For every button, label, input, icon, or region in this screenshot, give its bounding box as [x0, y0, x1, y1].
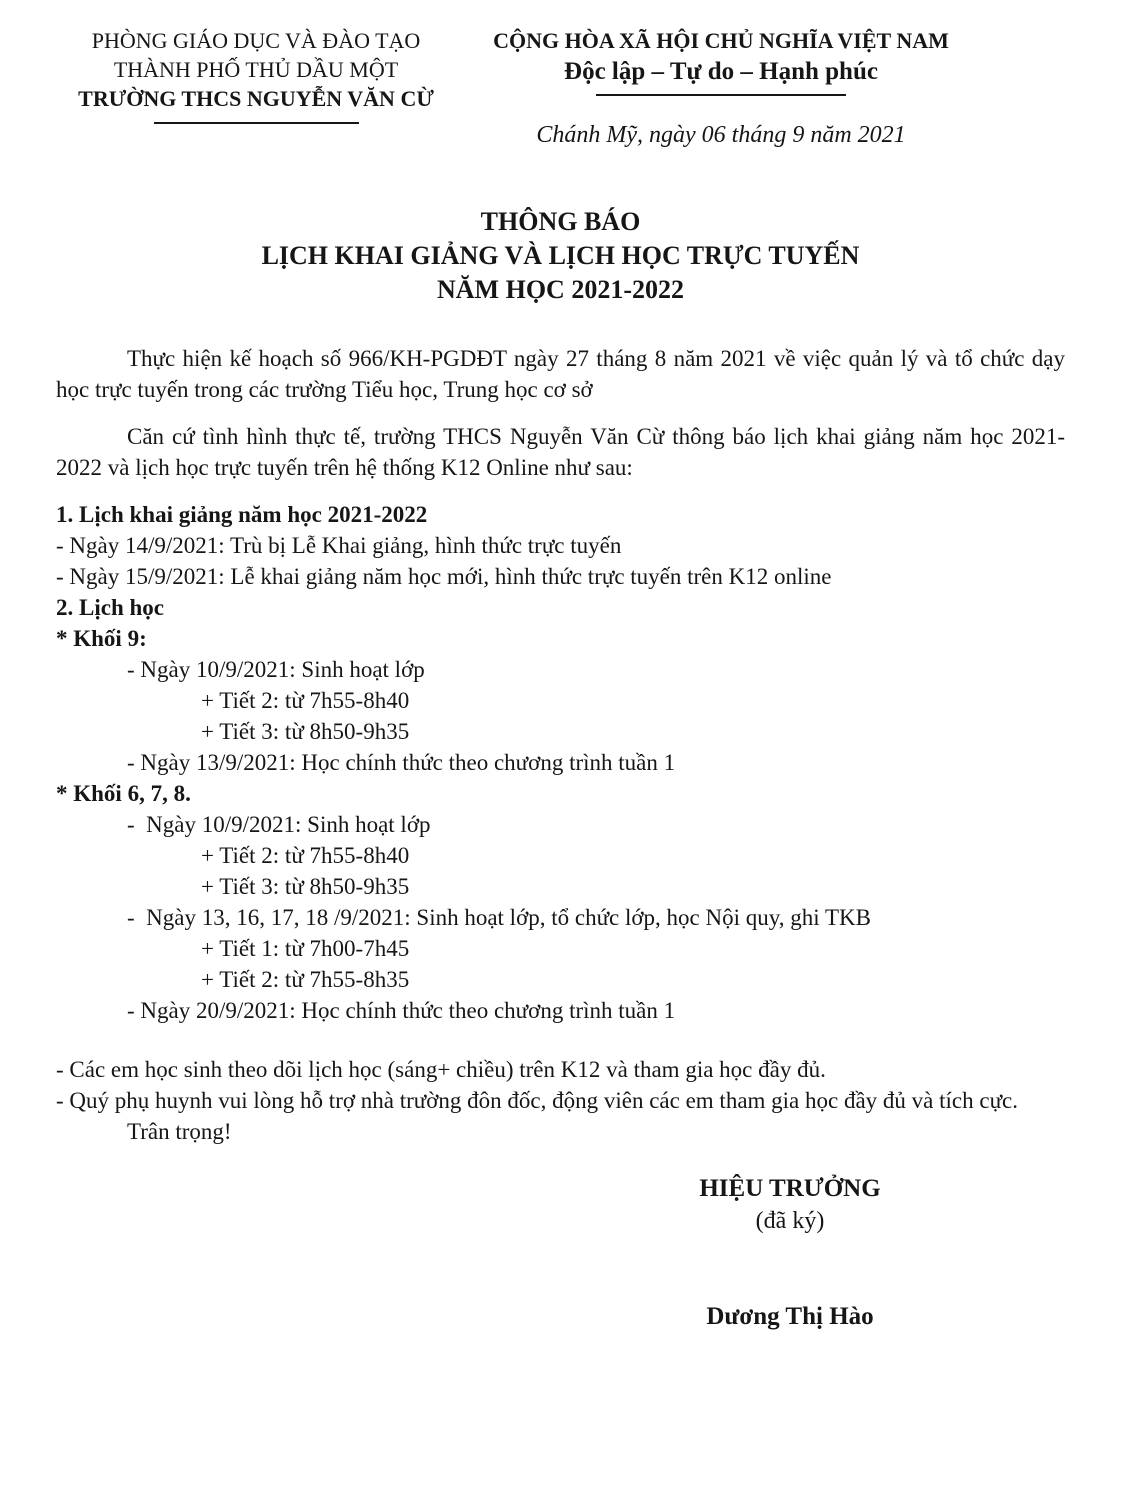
national-motto: Độc lập – Tự do – Hạnh phúc	[564, 58, 878, 85]
grade9-heading: * Khối 9:	[56, 626, 147, 651]
grade678-line: - Ngày 10/9/2021: Sinh hoạt lớp	[127, 812, 431, 837]
grade9-line: + Tiết 3: từ 8h50-9h35	[201, 719, 410, 744]
signature-block	[560, 1173, 1020, 1333]
header-rule-left	[154, 122, 359, 124]
intro-paragraph-1: Thực hiện kế hoạch số 966/KH-PGDĐT ngày 27 tháng 8 năm 2021 về việc quản lý và tổ chức dạy học trực tuyến trong các trường Tiểu học, Trung học cơ sở	[56, 346, 1071, 402]
grade678-heading: * Khối 6, 7, 8.	[56, 781, 191, 806]
grade678-line: + Tiết 2: từ 7h55-8h40	[201, 843, 410, 868]
closing-note-2: - Quý phụ huynh vui lòng hỗ trợ nhà trường đôn đốc, động viên các em tham gia học đầy đủ và tích cực.	[56, 1088, 1019, 1113]
national-header-block	[486, 26, 956, 150]
issuing-authority-block	[56, 26, 456, 124]
place-and-date: Chánh Mỹ, ngày 06 tháng 9 năm 2021	[536, 122, 906, 148]
closing-section	[56, 1054, 1065, 1147]
document-body	[56, 343, 1071, 1333]
closing-regards: Trân trọng!	[127, 1119, 232, 1144]
opening-schedule-item: - Ngày 15/9/2021: Lễ khai giảng năm học mới, hình thức trực tuyến trên K12 online	[56, 564, 832, 589]
signer-role: HIỆU TRƯỞNG	[699, 1175, 881, 1202]
intro-paragraph-2: Căn cứ tình hình thực tế, trường THCS Nguyễn Văn Cừ thông báo lịch khai giảng năm học 2021-2022 và lịch học trực tuyến trên hệ thống K12 Online như sau:	[56, 424, 1065, 480]
grade678-line: - Ngày 13, 16, 17, 18 /9/2021: Sinh hoạt lớp, tổ chức lớp, học Nội quy, ghi TKB	[127, 905, 871, 930]
grade678-line: + Tiết 1: từ 7h00-7h45	[201, 936, 410, 961]
department-line-2: THÀNH PHỐ THỦ DẦU MỘT	[113, 57, 399, 82]
document-header	[56, 26, 1065, 150]
class-schedule-heading: 2. Lịch học	[56, 595, 164, 620]
title-line-3: NĂM HỌC 2021-2022	[437, 275, 684, 304]
signer-name: Dương Thị Hào	[706, 1303, 874, 1330]
grade9-line: - Ngày 10/9/2021: Sinh hoạt lớp	[127, 657, 425, 682]
header-rule-right	[596, 94, 846, 96]
grade9-line: - Ngày 13/9/2021: Học chính thức theo chương trình tuần 1	[127, 750, 676, 775]
document-title	[56, 205, 1065, 307]
opening-schedule-heading: 1. Lịch khai giảng năm học 2021-2022	[56, 502, 428, 527]
grade678-line: + Tiết 3: từ 8h50-9h35	[201, 874, 410, 899]
school-name: TRƯỜNG THCS NGUYỄN VĂN CỪ	[78, 86, 434, 111]
national-title: CỘNG HÒA XÃ HỘI CHỦ NGHĨA VIỆT NAM	[493, 28, 949, 53]
schedule-section	[56, 499, 1065, 1026]
opening-schedule-item: - Ngày 14/9/2021: Trù bị Lễ Khai giảng, hình thức trực tuyến	[56, 533, 622, 558]
signed-note: (đã ký)	[755, 1208, 825, 1234]
title-line-1: THÔNG BÁO	[480, 207, 641, 236]
grade9-line: + Tiết 2: từ 7h55-8h40	[201, 688, 410, 713]
department-line-1: PHÒNG GIÁO DỤC VÀ ĐÀO TẠO	[91, 28, 421, 53]
title-line-2: LỊCH KHAI GIẢNG VÀ LỊCH HỌC TRỰC TUYẾN	[261, 241, 860, 270]
grade678-line: + Tiết 2: từ 7h55-8h35	[201, 967, 410, 992]
grade678-line: - Ngày 20/9/2021: Học chính thức theo chương trình tuần 1	[127, 998, 676, 1023]
closing-note-1: - Các em học sinh theo dõi lịch học (sáng+ chiều) trên K12 và tham gia học đầy đủ.	[56, 1057, 826, 1082]
